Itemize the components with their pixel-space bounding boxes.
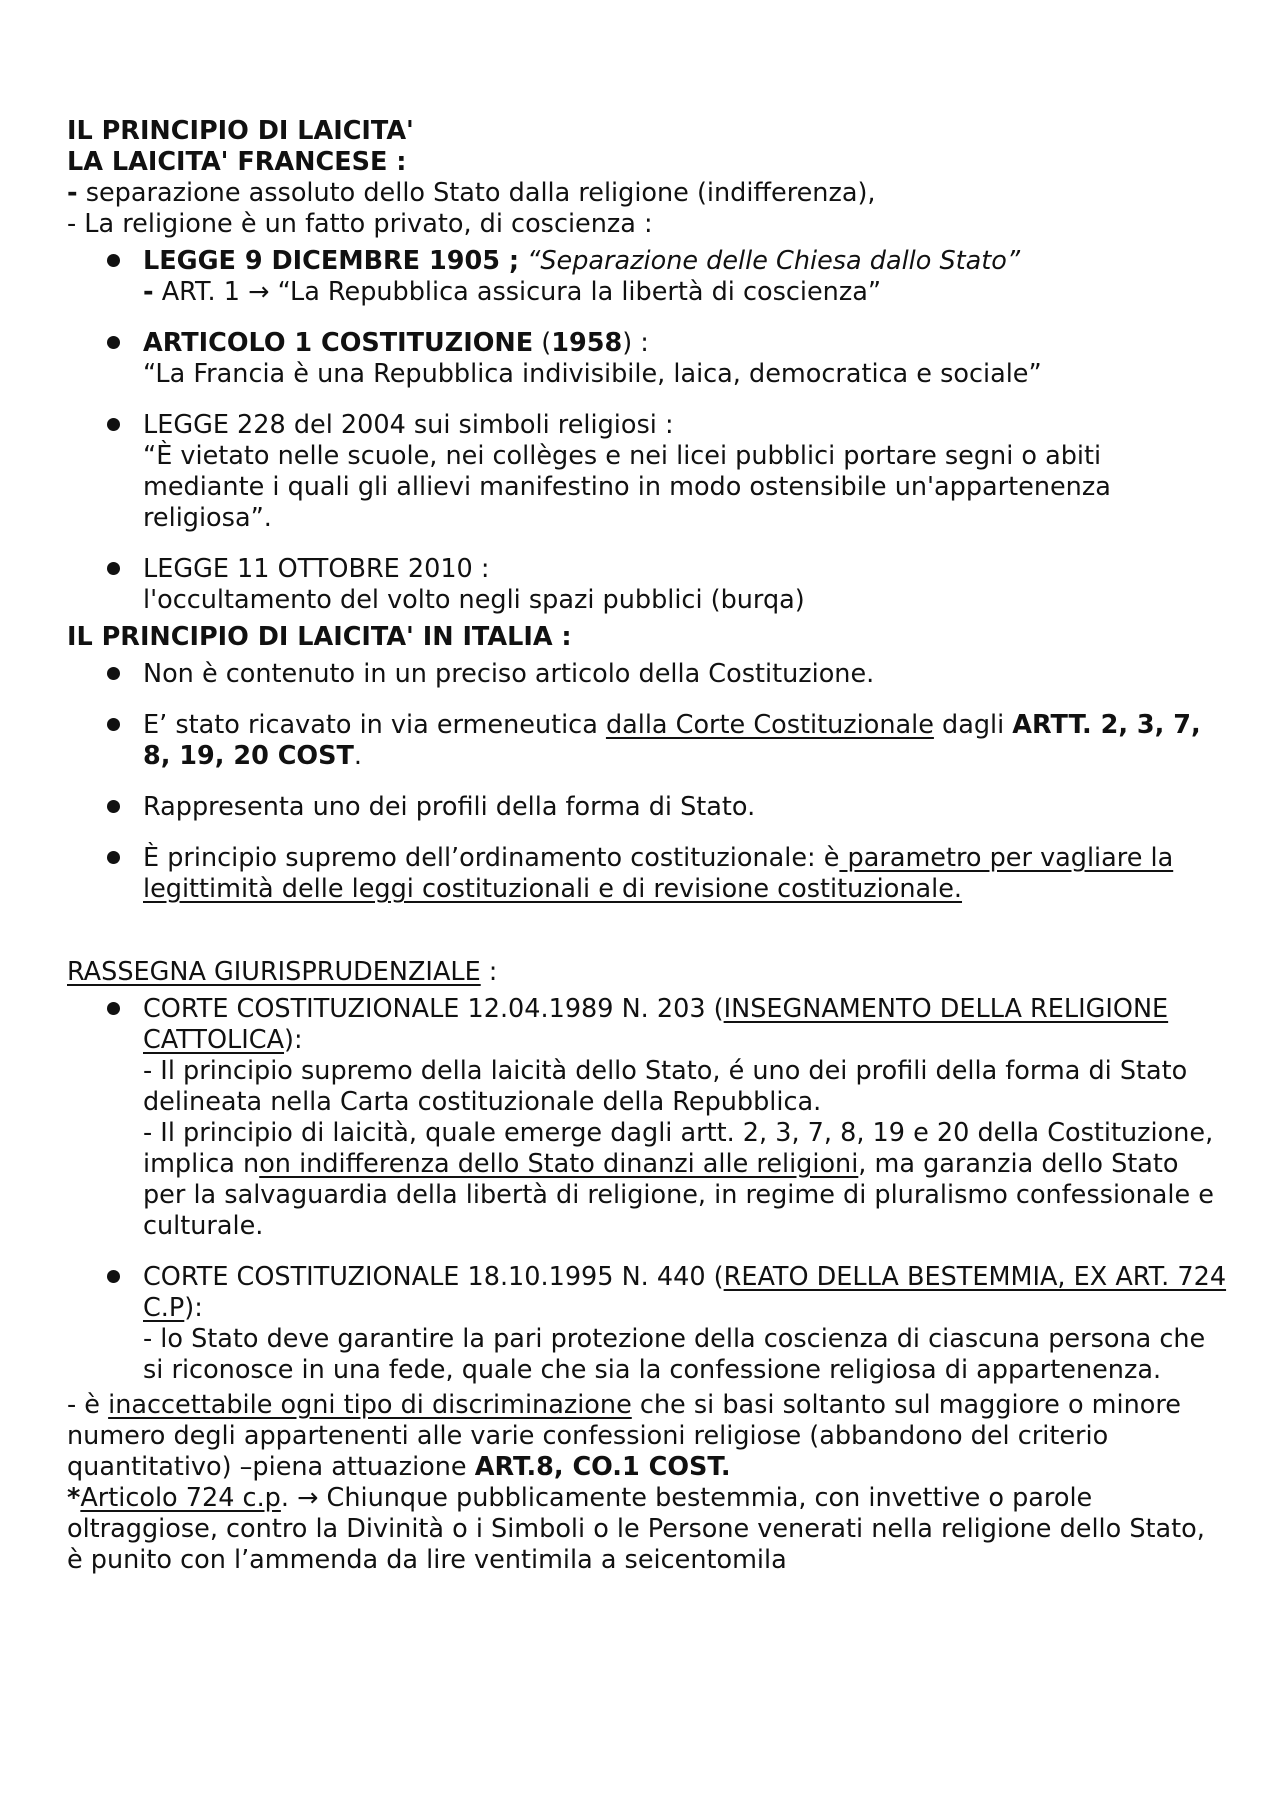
list-item-legge-1905: [67, 246, 1227, 308]
italy-list: [67, 659, 1227, 905]
fr-line-1: [67, 178, 1227, 209]
bullet-icon: [107, 562, 120, 575]
list-item-legge-2010: [67, 554, 1227, 616]
paren-open: (: [533, 328, 552, 358]
legge-1905-art: ART. 1 → “La Repubblica assicura la libertà di coscienza”: [153, 277, 882, 307]
note-star: *: [67, 1483, 81, 1513]
corte-1989-post: ):: [284, 1025, 303, 1055]
corte-1989-point-2b: , ma garanzia dello Stato per la salvaguardia della libertà di religione, in regime di pluralismo confessionale e culturale.: [143, 1149, 1214, 1241]
rassegna-list: [67, 994, 1227, 1386]
note-text: . → Chiunque pubblicamente bestemmia, con invettive o parole oltraggiose, contro la Divinità o i Simboli o le Persone venerati nella religione dello Stato, è punito con l’ammenda da lire ventimila a seicentomila: [67, 1483, 1205, 1575]
art-dash: -: [143, 277, 154, 307]
bullet-icon: [107, 1002, 120, 1015]
fr-line-2: - La religione è un fatto privato, di coscienza :: [67, 209, 653, 239]
fr-dash: -: [67, 178, 78, 208]
heading-laicita-francese: LA LAICITA' FRANCESE :: [67, 147, 407, 177]
heading-laicita-italia: IL PRINCIPIO DI LAICITA' IN ITALIA :: [67, 622, 572, 652]
corte-1989-point-2-underline: on indifferenza dello Stato dinanzi alle religioni: [259, 1149, 859, 1179]
list-item-italia-3: [67, 792, 1227, 823]
list-item-legge-2004: [67, 410, 1227, 534]
corte-1995-post: ):: [184, 1293, 203, 1323]
bullet-icon: [107, 418, 120, 431]
costituzione-title: ARTICOLO 1 COSTITUZIONE: [143, 328, 534, 358]
document-page: [67, 116, 1227, 1576]
rassegna-title: RASSEGNA GIURISPRUDENZIALE: [67, 957, 481, 987]
corte-1995-point-1: - lo Stato deve garantire la pari protezione della coscienza di ciascuna persona che si riconosce in una fede, quale che sia la confessione religiosa di appartenenza.: [143, 1324, 1206, 1385]
italia-2-bold: ARTT. 2, 3, 7, 8, 19, 20 COST: [143, 710, 1201, 771]
note-underline: Articolo 724 c.p: [80, 1483, 281, 1513]
list-item-corte-1989: [67, 994, 1227, 1242]
bullet-icon: [107, 718, 120, 731]
fr-line-1-text: separazione assoluto dello Stato dalla religione (indifferenza),: [77, 178, 876, 208]
rassegna-colon: :: [480, 957, 498, 987]
final-paragraph: [67, 1390, 1227, 1483]
list-item-corte-1995: [67, 1262, 1227, 1386]
italia-4-pre: È principio supremo dell’ordinamento costituzionale: è: [143, 843, 840, 873]
list-item-italia-1: [67, 659, 1227, 690]
note-paragraph: [67, 1483, 1227, 1576]
legge-2004-title: LEGGE 228 del 2004 sui simboli religiosi :: [143, 410, 674, 440]
title-principio: IL PRINCIPIO DI LAICITA': [67, 116, 414, 146]
corte-1989-point-1: - Il principio supremo della laicità dello Stato, é uno dei profili della forma di Stato delineata nella Carta costituzionale della Repubblica.: [143, 1056, 1188, 1117]
paren-close: ) :: [622, 328, 649, 358]
italia-4-underline: parametro per vagliare la legittimità delle leggi costituzionali e di revisione costituzionale.: [143, 843, 1174, 904]
list-item-italia-4: [67, 843, 1227, 905]
corte-1995-underline: REATO DELLA BESTEMMIA, EX ART. 724 C.P: [143, 1262, 1227, 1323]
italia-3-text: Rappresenta uno dei profili della forma di Stato.: [143, 792, 756, 822]
legge-1905-subtitle: “Separazione delle Chiesa dallo Stato”: [519, 246, 1021, 276]
legge-2010-text: l'occultamento del volto negli spazi pubblici (burqa): [143, 585, 805, 615]
costituzione-quote: “La Francia è una Repubblica indivisibile, laica, democratica e sociale”: [143, 359, 1042, 389]
bullet-icon: [107, 336, 120, 349]
bullet-icon: [107, 667, 120, 680]
corte-1989-pre: CORTE COSTITUZIONALE 12.04.1989 N. 203 (: [143, 994, 724, 1024]
final-mid: che si basi soltanto sul maggiore o minore numero degli appartenenti alle varie confessioni religiose (abbandono del criterio quantitativo) –piena attuazione: [67, 1390, 1181, 1482]
legge-2010-title: LEGGE 11 OTTOBRE 2010 :: [143, 554, 490, 584]
list-item-costituzione-1958: [67, 328, 1227, 390]
italia-2-post: .: [353, 741, 362, 771]
final-pre: - è: [67, 1390, 109, 1420]
corte-1995-pre: CORTE COSTITUZIONALE 18.10.1995 N. 440 (: [143, 1262, 724, 1292]
french-laws-list: [67, 246, 1227, 616]
italia-1-text: Non è contenuto in un preciso articolo della Costituzione.: [143, 659, 875, 689]
bullet-icon: [107, 851, 120, 864]
corte-1989-underline: INSEGNAMENTO DELLA RELIGIONE CATTOLICA: [143, 994, 1169, 1055]
italia-2-underline: dalla Corte Costituzionale: [605, 710, 934, 740]
bullet-icon: [107, 254, 120, 267]
legge-1905-title: LEGGE 9 DICEMBRE 1905 ;: [143, 246, 520, 276]
italia-2-pre: E’ stato ricavato in via ermeneutica: [143, 710, 606, 740]
final-bold: ART.8, CO.1 COST.: [474, 1452, 731, 1482]
final-underline: inaccettabile ogni tipo di discriminazione: [108, 1390, 632, 1420]
bullet-icon: [107, 800, 120, 813]
legge-2004-quote: “È vietato nelle scuole, nei collèges e nei licei pubblici portare segni o abiti mediante i quali gli allievi manifestino in modo ostensibile un'appartenenza religiosa”.: [143, 441, 1111, 533]
corte-1989-point-2a: - Il principio di laicità, quale emerge dagli artt. 2, 3, 7, 8, 19 e 20 della Costituzione, implica n: [143, 1118, 1214, 1179]
list-item-italia-2: [67, 710, 1227, 772]
rassegna-heading: [67, 957, 1227, 988]
bullet-icon: [107, 1270, 120, 1283]
costituzione-year: 1958: [551, 328, 623, 358]
italia-2-mid: dagli: [933, 710, 1013, 740]
